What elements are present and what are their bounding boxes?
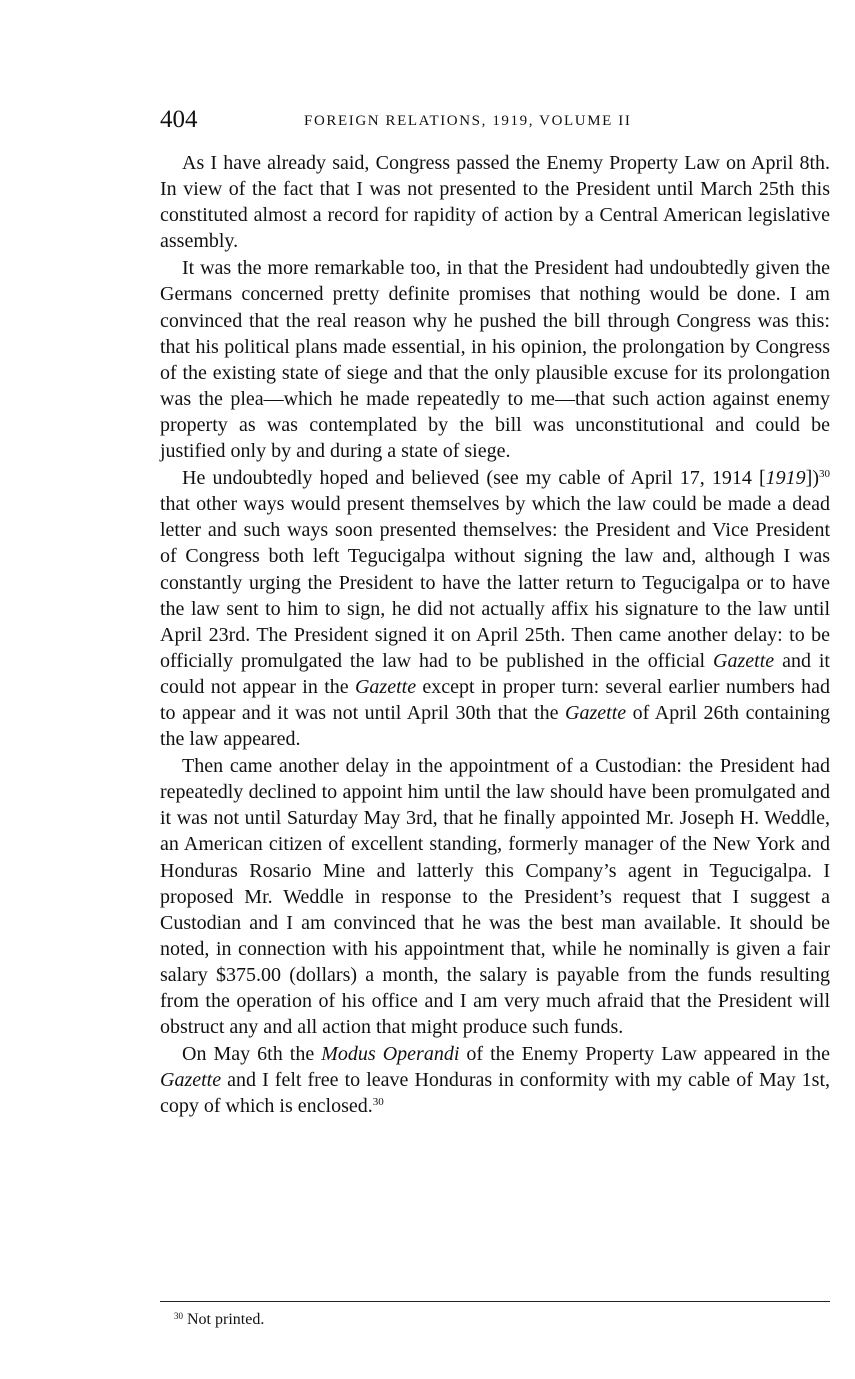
bracketed-year: 1919 bbox=[765, 467, 806, 490]
footnote-reference: 30 bbox=[819, 468, 830, 481]
modus-operandi-title: Modus Operandi bbox=[321, 1043, 460, 1066]
gazette-title: Gazette bbox=[354, 675, 417, 698]
paragraph-3-text: that other ways would present themselves by which the law could be made a dead letter and such ways soon presented themselves: the President and Vice President of Congress both left Tegucigalpa without signing the law and, although I was constantly urging the President to have the latter return to Tegucigalpa or to have the law sent to him to sign, he did not actually affix his signature to the law until April 23rd. The President signed it on April 25th. Then came another delay: to be officially promulgated the law had to be published in the official bbox=[160, 493, 830, 672]
running-head: FOREIGN RELATIONS, 1919, VOLUME II bbox=[304, 113, 632, 129]
paragraph-2: It was the more remarkable too, in that the President had undoubtedly given the Germans concerned pretty definite promises that nothing would be done. I am convinced that the real reason why he pushed the bill through Congress was this: that his political plans made essential, in his opinion, the prolongation by Congress of the existing state of siege and that the only plausible excuse for its prolongation was the plea—which he made repeatedly to me—that such action against enemy property as was contemplated by the bill was unconstitutional and could be justified only by and during a state of siege. bbox=[160, 257, 830, 463]
paragraph-5-text: of the Enemy Property Law appeared in the bbox=[459, 1043, 830, 1066]
paragraph-5 bbox=[160, 1041, 830, 1119]
paragraph-5-text: and I felt free to leave Honduras in conformity with my cable of May 1st, copy of which is enclosed. bbox=[160, 1069, 830, 1118]
paragraph-3-text: and it could not appear in the bbox=[160, 649, 830, 698]
footnote-divider bbox=[160, 1301, 830, 1302]
paragraph-3-text: of April 26th containing the law appeared. bbox=[160, 701, 830, 751]
paragraph-4: Then came another delay in the appointment of a Custodian: the President had repeatedly declined to appoint him until the law should have been promulgated and it was not until Saturday May 3rd, that he finally appointed Mr. Joseph H. Weddle, an American citizen of excellent standing, formerly manager of the New York and Honduras Rosario Mine and latterly this Company’s agent in Tegucigalpa. I proposed Mr. Weddle in response to the President’s request that I suggest a Custodian and I am convinced that he was the best man available. It should be noted, in connection with his appointment that, while he nominally is given a fair salary $375.00 (dollars) a month, the salary is payable from the funds resulting from the operation of his office and I am very much afraid that the President will obstruct any and all action that might produce such funds. bbox=[160, 755, 830, 1039]
paragraph-5-text: On May 6th the bbox=[182, 1043, 322, 1066]
gazette-title: Gazette bbox=[565, 701, 627, 724]
footnote-marker: 30 bbox=[174, 1311, 183, 1321]
paragraph-1: As I have already said, Congress passed the Enemy Property Law on April 8th. In view of the fact that I was not presented to the President until March 25th this constituted almost a record for rapidity of action by a Central American legislative assembly. bbox=[160, 152, 830, 253]
footnote-text: Not printed. bbox=[187, 1311, 265, 1328]
paragraph-3-text: except in proper turn: several earlier numbers had to appear and it was not until April 30th that the bbox=[160, 675, 830, 724]
gazette-title: Gazette bbox=[713, 649, 775, 672]
paragraph-3-text: ]) bbox=[805, 467, 819, 490]
footnote-reference: 30 bbox=[372, 1096, 384, 1109]
gazette-title: Gazette bbox=[160, 1069, 222, 1092]
footnote bbox=[174, 1309, 264, 1331]
paragraph-3-text: He undoubtedly hoped and believed (see my cable of April 17, 1914 [ bbox=[182, 467, 766, 490]
page-number: 404 bbox=[160, 106, 198, 133]
body-text bbox=[160, 150, 830, 1119]
page-header bbox=[160, 104, 830, 136]
paragraph-3 bbox=[160, 465, 830, 752]
